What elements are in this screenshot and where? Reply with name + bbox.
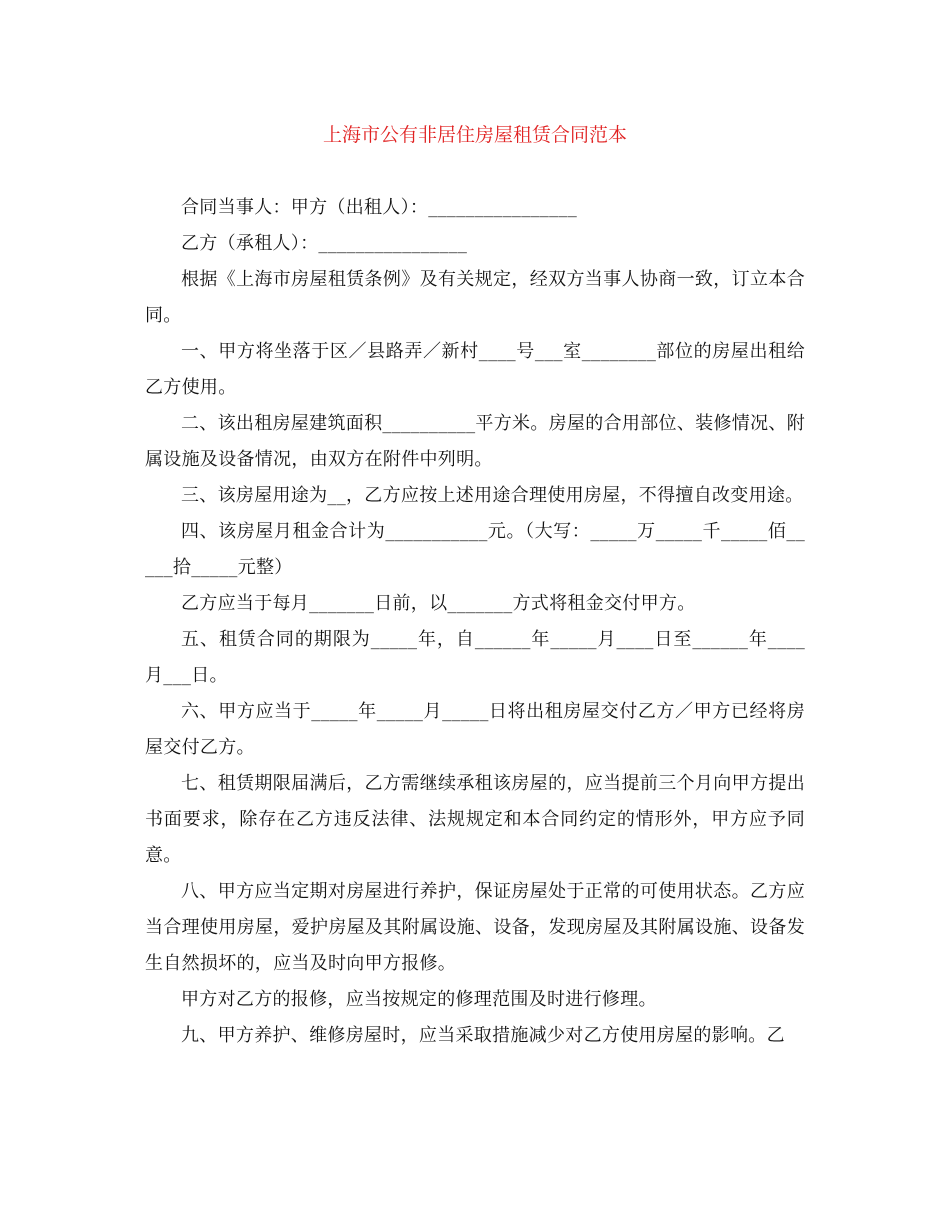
document-body xyxy=(145,190,805,1054)
parties-line-lessee: 乙方（承租人）：________________ xyxy=(181,233,468,254)
clause-8-repair: 甲方对乙方的报修，应当按规定的修理范围及时进行修理。 xyxy=(181,989,657,1010)
document-title: 上海市公有非居住房屋租赁合同范本 xyxy=(322,124,627,146)
parties-line-lessor: 合同当事人：甲方（出租人）：________________ xyxy=(181,197,577,218)
clause-2: 二、该出租房屋建筑面积__________平方米。房屋的合用部位、装修情况、附属设施及设备情况，由双方在附件中列明。 xyxy=(145,413,805,470)
clause-5: 五、租赁合同的期限为_____年，自______年_____月____日至______年____月___日。 xyxy=(145,629,805,686)
clause-9: 九、甲方养护、维修房屋时，应当采取措施减少对乙方使用房屋的影响。乙 xyxy=(181,1025,785,1046)
preamble-paragraph: 根据《上海市房屋租赁条例》及有关规定，经双方当事人协商一致，订立本合同。 xyxy=(145,269,805,326)
clause-6: 六、甲方应当于_____年_____月_____日将出租房屋交付乙方／甲方已经将房屋交付乙方。 xyxy=(145,701,805,758)
clause-1: 一、甲方将坐落于区／县路弄／新村____号___室________部位的房屋出租给乙方使用。 xyxy=(145,341,805,398)
clause-3: 三、该房屋用途为__，乙方应按上述用途合理使用房屋，不得擅自改变用途。 xyxy=(181,485,804,506)
clause-7: 七、租赁期限届满后，乙方需继续承租该房屋的，应当提前三个月向甲方提出书面要求，除存在乙方违反法律、法规规定和本合同约定的情形外，甲方应予同意。 xyxy=(145,773,805,866)
clause-8: 八、甲方应当定期对房屋进行养护，保证房屋处于正常的可使用状态。乙方应当合理使用房屋，爱护房屋及其附属设施、设备，发现房屋及其附属设施、设备发生自然损坏的，应当及时向甲方报修。 xyxy=(145,881,805,974)
clause-4: 四、该房屋月租金合计为___________元。（大写：_____万_____千_____佰_____拾_____元整） xyxy=(145,521,805,578)
clause-4-payment: 乙方应当于每月_______日前，以_______方式将租金交付甲方。 xyxy=(181,593,696,614)
